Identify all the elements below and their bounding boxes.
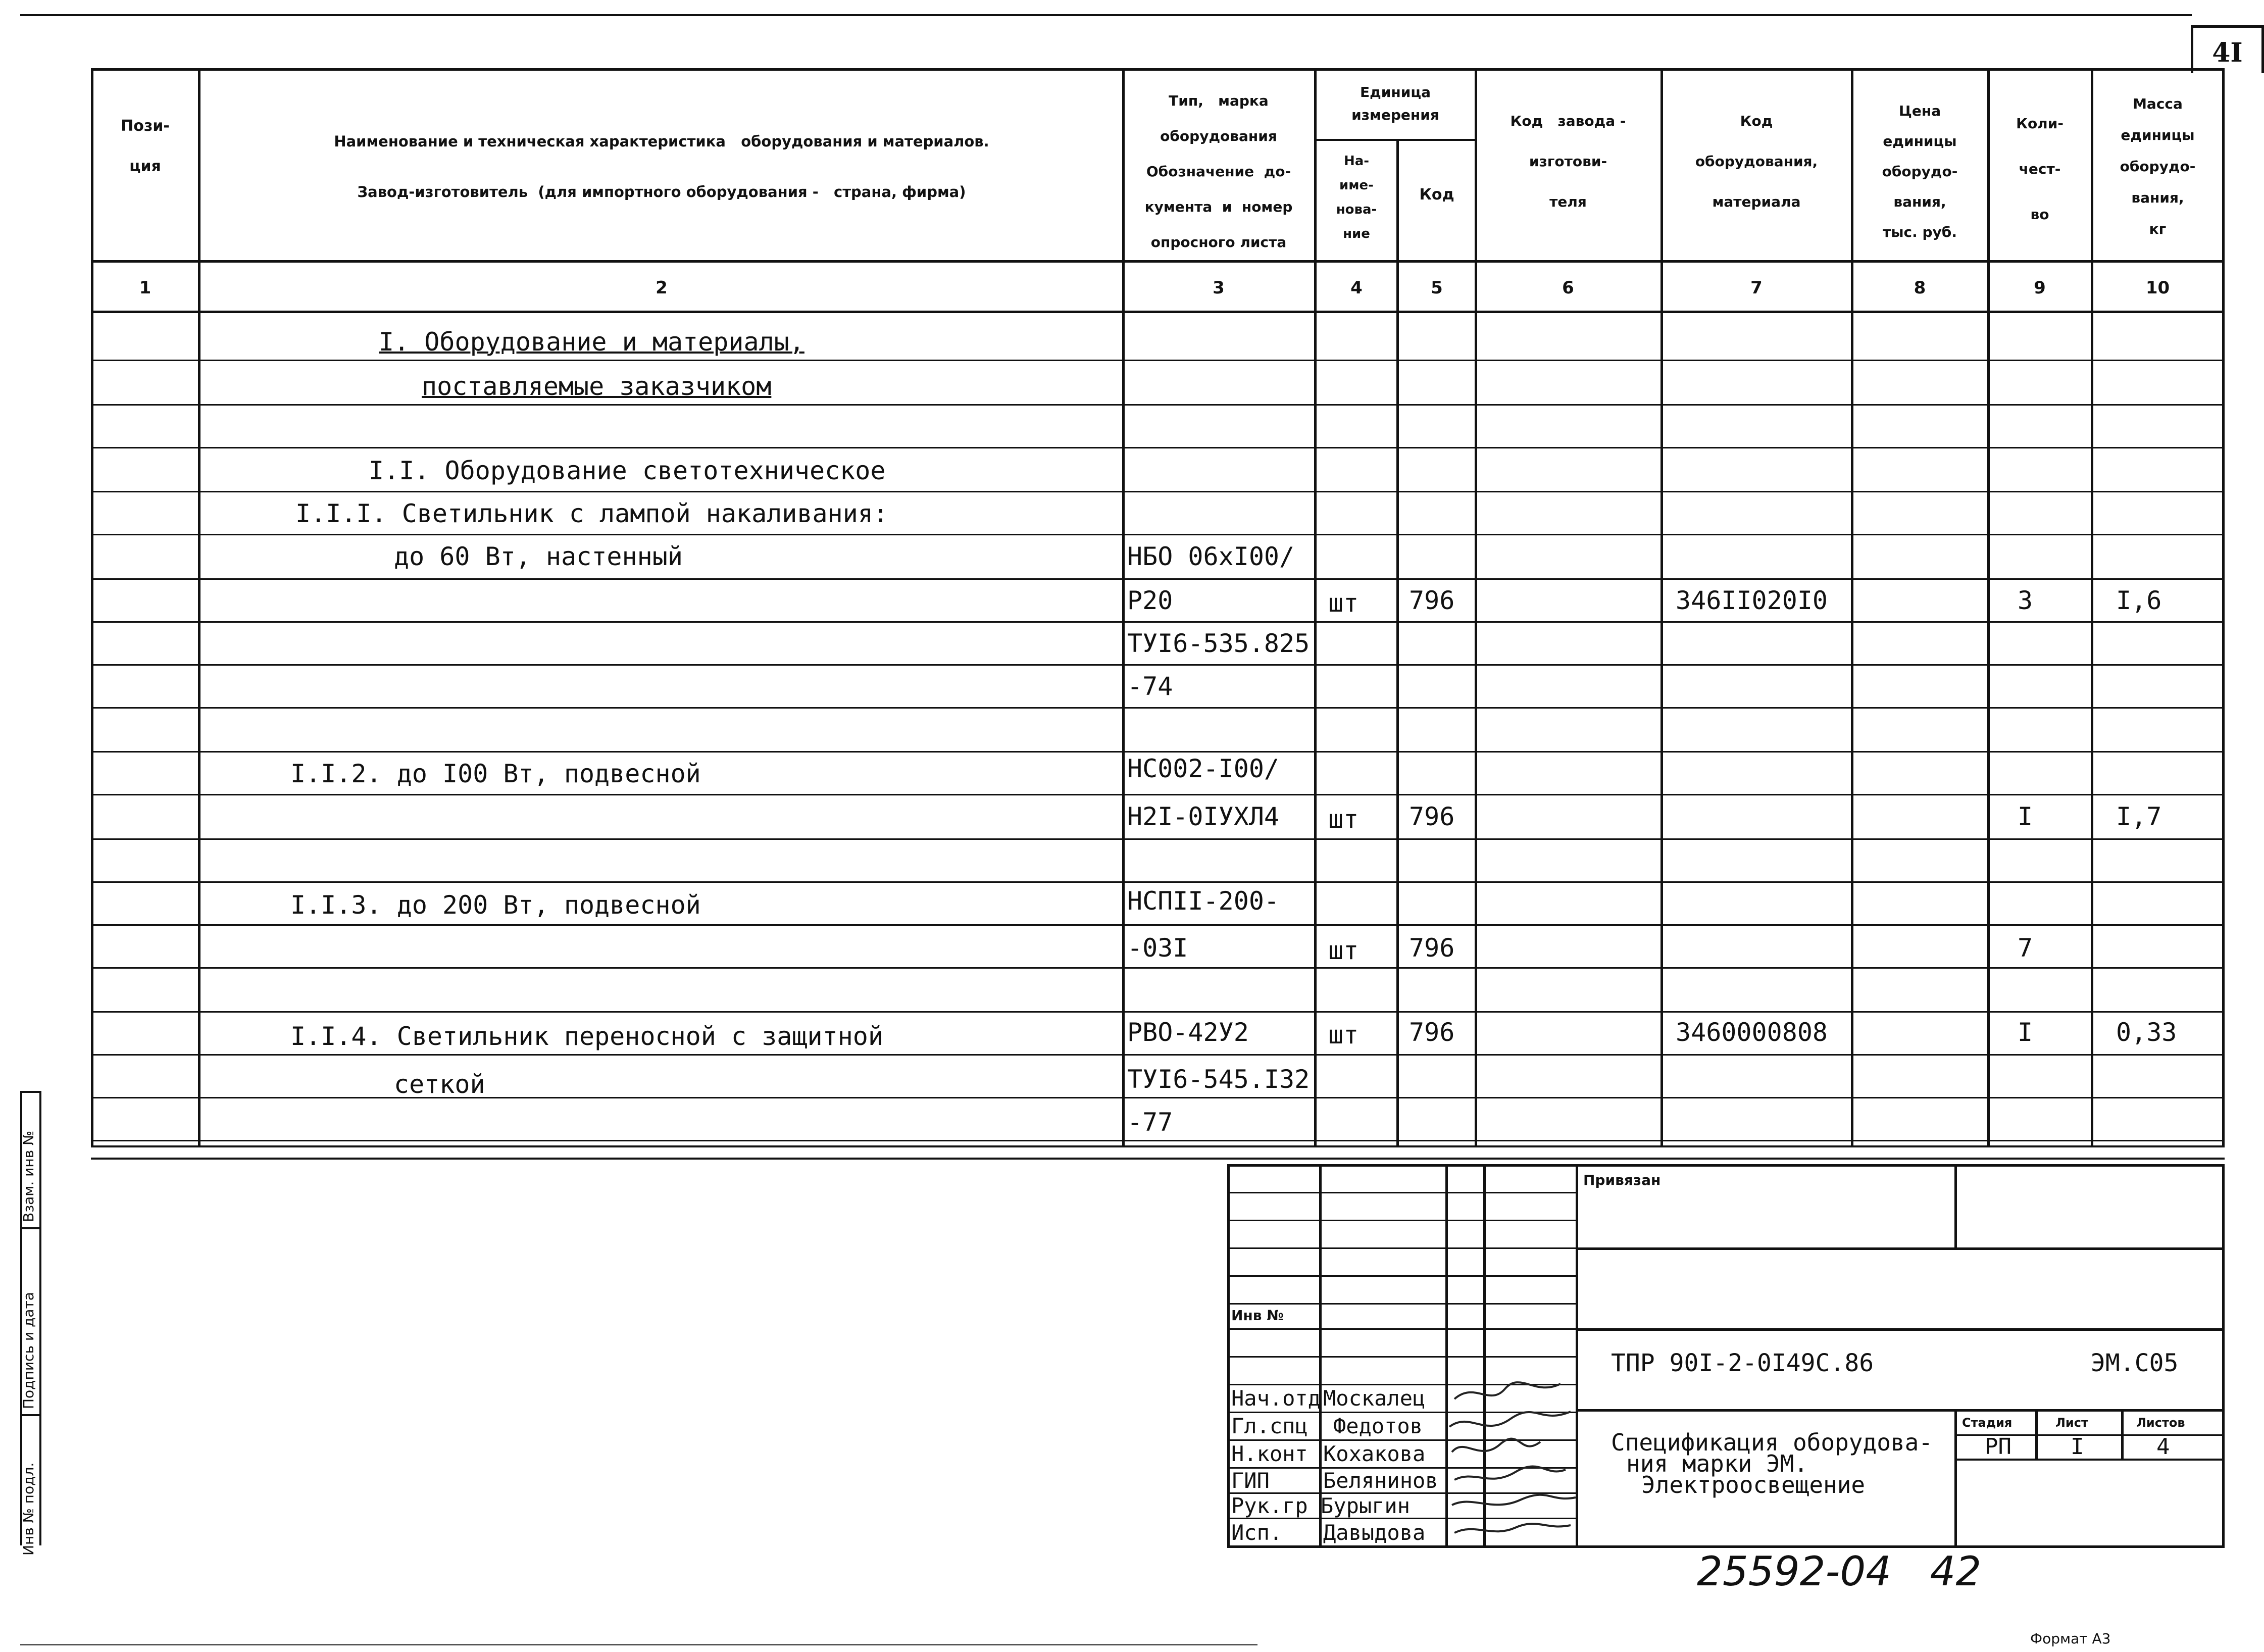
row-line <box>91 707 2225 709</box>
person-name: Давыдова <box>1323 1520 1426 1545</box>
table-bottom-border <box>91 1145 2225 1147</box>
header-quantity: Коли- чест- во <box>2016 115 2064 223</box>
item-type: -03I <box>1127 933 1188 963</box>
item-equipment-code: 346II020I0 <box>1676 586 1828 615</box>
table-top-border <box>91 68 2225 71</box>
tb-row <box>1227 1275 1576 1277</box>
item-name: I.I.3. до 200 Вт, подвесной <box>290 890 701 920</box>
item-mass: I,6 <box>2116 586 2162 615</box>
sheet-label: Лист <box>2055 1416 2088 1430</box>
item-unit-code: 796 <box>1409 1018 1455 1047</box>
document-code: ТПР 90I-2-0I49С.86 <box>1611 1349 1874 1377</box>
column-number: 1 <box>139 278 152 298</box>
item-unit: шт <box>1328 1020 1359 1049</box>
item-name: I.I.2. до I00 Вт, подвесной <box>290 759 701 788</box>
column-number: 6 <box>1562 278 1574 298</box>
item-unit-code: 796 <box>1409 933 1455 963</box>
item-type: НБО 06хI00/ <box>1127 542 1295 571</box>
person-name: Федотов <box>1333 1414 1423 1438</box>
item-name: сеткой <box>394 1070 485 1099</box>
top-edge-line <box>20 14 2192 16</box>
stage-value: РП <box>1985 1434 2011 1460</box>
item-unit: шт <box>1328 588 1359 618</box>
role-label: ГИП <box>1231 1468 1270 1493</box>
tb-stage-divider <box>1954 1409 1957 1548</box>
tb-row <box>1227 1247 1576 1249</box>
item-name: I.I.4. Светильник переносной с защитной <box>290 1022 883 1051</box>
item-type: Н2I-0IУХЛ4 <box>1127 802 1280 831</box>
item-type: -77 <box>1127 1108 1173 1137</box>
header-unit-code: Код <box>1419 186 1454 204</box>
header-name: Наименование и техническая характеристика оборудования и материалов. Завод-изготовитель (для импортного оборудования - страна, фирма) <box>334 133 989 201</box>
side-stamp-row <box>20 1227 41 1229</box>
column-number: 2 <box>656 278 668 298</box>
row-line <box>91 1140 2225 1141</box>
sheets-value: 4 <box>2156 1434 2170 1460</box>
role-label: Нач.отд <box>1231 1386 1321 1411</box>
bottom-edge-line <box>20 1644 1257 1645</box>
column-number: 7 <box>1750 278 1763 298</box>
sheet-value: I <box>2071 1434 2084 1460</box>
inventory-label: Инв № <box>1231 1307 1284 1324</box>
item-mass: 0,33 <box>2116 1018 2177 1047</box>
item-mass: I,7 <box>2116 802 2162 831</box>
item-group-title: I.I.I. Светильник с лампой накаливания: <box>295 499 888 528</box>
signatures <box>1444 1376 1581 1548</box>
format-label: Формат А3 <box>2030 1630 2111 1647</box>
row-line <box>91 621 2225 623</box>
header-mass: Масса единицы оборудо- вания, кг <box>2120 95 2196 237</box>
header-units: Единица измерения <box>1351 84 1439 123</box>
item-unit: шт <box>1328 805 1359 834</box>
item-unit-code: 796 <box>1409 586 1455 615</box>
row-line <box>91 360 2225 361</box>
item-quantity: 7 <box>2018 933 2033 963</box>
col-border <box>1661 68 1663 1147</box>
role-label: Рук.гр <box>1231 1493 1308 1518</box>
tb-col <box>2222 1164 2225 1548</box>
person-name: Москалец <box>1323 1386 1426 1411</box>
column-number: 3 <box>1213 278 1225 298</box>
tb-top <box>1227 1164 2225 1167</box>
tb-line <box>91 1158 2225 1160</box>
subsection-title: I.I. Оборудование светотехническое <box>369 456 886 485</box>
header-bottom-border <box>91 260 2225 263</box>
item-equipment-code: 3460000808 <box>1676 1018 1828 1047</box>
item-type: РВО-42У2 <box>1127 1018 1249 1047</box>
side-stamp-replaced: Взам. инв № <box>20 1130 37 1222</box>
header-position: Пози- ция <box>121 117 170 175</box>
col-border <box>198 68 200 1147</box>
tb-privyazan-bottom <box>1576 1247 2225 1250</box>
side-stamp-row <box>20 1091 41 1093</box>
stage-label: Стадия <box>1962 1416 2013 1430</box>
person-name: Кохакова <box>1323 1441 1426 1466</box>
side-stamp-signature: Подпись и дата <box>20 1292 37 1409</box>
header-unit-name: На- име- нова- ние <box>1336 154 1377 241</box>
item-unit-code: 796 <box>1409 802 1455 831</box>
item-unit: шт <box>1328 936 1359 965</box>
column-number: 4 <box>1350 278 1363 298</box>
item-type: ТУI6-545.I32 <box>1127 1065 1310 1094</box>
row-line <box>91 534 2225 535</box>
person-name: Бурыгин <box>1321 1493 1411 1518</box>
row-line <box>91 967 2225 969</box>
privyazan-label: Привязан <box>1583 1172 1661 1188</box>
side-stamp-row <box>20 1414 41 1416</box>
header-type: Тип, марка оборудования Обозначение до- кумента и номер опросного листа <box>1144 92 1293 251</box>
row-line <box>91 1054 2225 1056</box>
role-label: Исп. <box>1231 1520 1283 1545</box>
column-number: 10 <box>2145 278 2170 298</box>
col-border <box>91 68 93 1147</box>
row-line <box>91 491 2225 492</box>
role-label: Гл.спц <box>1231 1414 1308 1438</box>
section-title-cont: поставляемые заказчиком <box>422 372 772 401</box>
header-price: Цена единицы оборудо- вания, тыс. руб. <box>1882 103 1958 240</box>
row-line <box>91 404 2225 406</box>
row-line <box>91 924 2225 926</box>
item-quantity: 3 <box>2018 586 2033 615</box>
row-line <box>91 794 2225 795</box>
column-number: 8 <box>1914 278 1926 298</box>
side-stamp-border <box>39 1091 41 1545</box>
side-stamp-inventory: Инв № подл. <box>20 1462 37 1556</box>
tb-code-top <box>1576 1328 2225 1331</box>
item-quantity: I <box>2018 802 2033 831</box>
row-line <box>91 1011 2225 1013</box>
row-line <box>91 838 2225 840</box>
tb-row <box>1227 1220 1576 1221</box>
header-equipment-code: Код оборудования, материала <box>1695 113 1818 210</box>
sheets-label: Листов <box>2136 1416 2185 1430</box>
document-title: Спецификация оборудова- ния марки ЭМ. Электроосвещение <box>1611 1429 1933 1498</box>
handwritten-number: 25592-04 42 <box>1697 1548 1982 1595</box>
col-border <box>1475 68 1477 1147</box>
person-name: Белянинов <box>1323 1468 1438 1493</box>
column-number: 5 <box>1431 278 1443 298</box>
role-label: Н.конт <box>1231 1441 1308 1466</box>
item-name: до 60 Вт, настенный <box>394 542 683 571</box>
row-line <box>91 664 2225 666</box>
item-quantity: I <box>2018 1018 2033 1047</box>
tb-privyazan-divider <box>1954 1164 1957 1247</box>
item-type: -74 <box>1127 672 1173 701</box>
tb-row <box>1227 1356 1576 1358</box>
col-border <box>2222 68 2225 1147</box>
colnum-bottom-border <box>91 311 2225 313</box>
header-factory-code: Код завода - изготови- теля <box>1510 113 1626 210</box>
tb-code-bottom <box>1576 1409 2225 1412</box>
row-line <box>91 447 2225 448</box>
document-mark: ЭМ.С05 <box>2091 1349 2179 1377</box>
tb-row <box>1227 1192 1576 1193</box>
section-title: I. Оборудование и материалы, <box>379 327 804 357</box>
item-type: ТУI6-535.825 <box>1127 629 1310 658</box>
item-type: НС002-I00/ <box>1127 754 1280 783</box>
item-type: НСПII-200- <box>1127 886 1280 916</box>
row-line <box>91 881 2225 883</box>
page-number: 4I <box>2191 25 2264 73</box>
row-line <box>91 578 2225 580</box>
item-type: Р20 <box>1127 586 1173 615</box>
column-number: 9 <box>2034 278 2046 298</box>
